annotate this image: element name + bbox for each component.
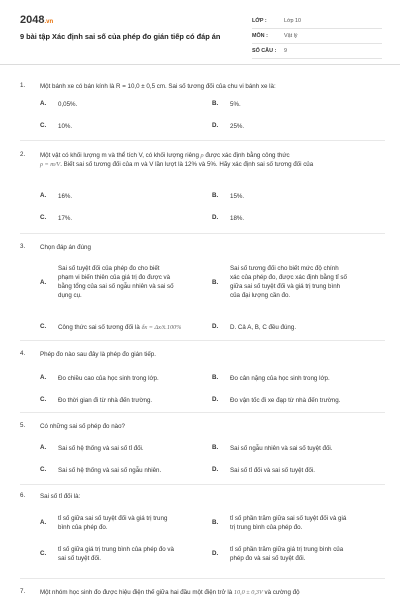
question-number: 5.	[20, 422, 26, 429]
option-a[interactable]	[40, 264, 212, 304]
option-text: Sai số ngẫu nhiên và sai số tuyệt đối.	[230, 445, 333, 452]
question-text	[40, 151, 385, 169]
logo-suffix: .vn	[44, 19, 54, 25]
option-label: B.	[212, 100, 219, 107]
meta-key: LỚP :	[252, 18, 267, 24]
option-a[interactable]	[40, 444, 210, 453]
option-text: Sai số tỉ đối và sai số tuyệt đối.	[230, 467, 315, 474]
option-label: A.	[40, 279, 47, 286]
option-line: sai số tuyệt đối.	[58, 555, 101, 562]
meta-key: MÔN :	[252, 33, 268, 39]
meta-key: SỐ CÂU :	[252, 48, 277, 54]
option-label: A.	[40, 192, 47, 199]
option-label: C.	[40, 214, 47, 221]
option-line: phạm vi biến thiên của giá trị đo được và	[58, 274, 171, 281]
option-line: Sai số tương đối cho biết mức độ chính	[230, 265, 339, 272]
question-7	[20, 588, 385, 598]
question-number: 2.	[20, 151, 26, 158]
option-label: B.	[212, 279, 219, 286]
option-a[interactable]	[40, 514, 212, 534]
question-4	[20, 350, 385, 410]
option-b[interactable]	[212, 444, 384, 453]
option-label: B.	[212, 192, 219, 199]
question-number: 6.	[20, 492, 26, 499]
meta-row-count	[252, 44, 382, 59]
question-text-part: Một vật có khối lượng m và thể tích V, có khối lượng riêng	[40, 152, 199, 159]
density-formula: ρ = m/V	[40, 161, 61, 168]
question-5	[20, 422, 385, 482]
option-text: 10%.	[58, 123, 73, 130]
option-text	[230, 514, 346, 532]
option-line: bằng tổng của sai số ngẫu nhiên và sai số	[58, 283, 174, 290]
option-label: C.	[40, 466, 47, 473]
option-text: 5%.	[230, 101, 241, 108]
meta-value: Vật lý	[284, 33, 298, 39]
option-c[interactable]	[40, 396, 210, 405]
option-label: B.	[212, 519, 219, 526]
option-line: Sai số tuyệt đối của phép đo cho biết	[58, 265, 160, 272]
meta-value: 9	[284, 48, 287, 54]
option-text: 16%.	[58, 193, 73, 200]
option-label: D.	[212, 466, 219, 473]
option-line: bình của phép đo.	[58, 524, 108, 531]
option-text: Sai số hệ thống và sai số tỉ đối.	[58, 445, 144, 452]
option-d[interactable]	[212, 545, 384, 565]
option-line: dụng cụ.	[58, 292, 82, 299]
option-label: A.	[40, 444, 47, 451]
option-c[interactable]	[40, 466, 210, 475]
option-label: C.	[40, 396, 47, 403]
meta-row-subject	[252, 29, 382, 44]
question-number: 1.	[20, 82, 26, 89]
option-text	[230, 264, 347, 300]
option-a[interactable]	[40, 100, 210, 109]
option-text: 17%.	[58, 215, 73, 222]
option-text: 25%.	[230, 123, 245, 130]
option-text: 15%.	[230, 193, 245, 200]
option-line: xác của phép đo, được xác định bằng tỉ số	[230, 274, 347, 281]
relative-error-formula: δx = Δx/x̄.100%	[141, 324, 182, 331]
option-line: của đại lượng cần đo.	[230, 292, 291, 299]
option-label: A.	[40, 100, 47, 107]
option-b[interactable]	[212, 264, 384, 304]
option-d[interactable]	[212, 122, 382, 131]
option-label: C.	[40, 323, 47, 330]
question-divider	[20, 340, 385, 341]
option-b[interactable]	[212, 100, 382, 109]
meta-value: Lớp 10	[284, 18, 302, 24]
option-d[interactable]	[212, 396, 384, 405]
option-text	[58, 323, 181, 332]
option-c[interactable]	[40, 122, 210, 131]
option-text: Đo cân nặng của học sinh trong lớp.	[230, 375, 330, 382]
question-text: Có những sai số phép đo nào?	[40, 423, 125, 430]
option-d[interactable]	[212, 214, 382, 223]
logo-text: 2048	[20, 14, 45, 26]
option-line: tỉ số giữa giá trị trung bình của phép đo và	[58, 546, 174, 553]
option-text	[58, 545, 174, 563]
option-text: Đo chiều cao của học sinh trong lớp.	[58, 375, 159, 382]
option-label: D.	[212, 122, 219, 129]
option-label: D.	[212, 214, 219, 221]
question-text-part: và cường độ	[264, 589, 300, 596]
meta-row-class	[252, 14, 382, 29]
option-label: C.	[40, 550, 47, 557]
meta-table	[252, 14, 382, 59]
option-line: phép đo và sai số tuyệt đối.	[230, 555, 306, 562]
rho-symbol: ρ	[200, 152, 204, 159]
option-label: D.	[212, 550, 219, 557]
option-d[interactable]	[212, 466, 384, 475]
option-label: B.	[212, 374, 219, 381]
question-2	[20, 151, 385, 231]
question-text-part: Một nhóm học sinh đo được hiệu điện thế giữa hai đầu một điện trở là	[40, 589, 233, 596]
option-label: D.	[212, 396, 219, 403]
voltage-formula: 10,0 ± 0,3V	[233, 589, 263, 596]
option-line: tỉ số giữa sai số tuyệt đối và giá trị trung	[58, 515, 168, 522]
option-line: giữa sai số tuyệt đối và giá trị trung bình	[230, 283, 341, 290]
option-text-part: Công thức sai số tương đối là	[58, 324, 140, 331]
option-text: 18%.	[230, 215, 245, 222]
header	[0, 0, 400, 62]
question-text-part: được xác định bằng công thức	[205, 152, 290, 159]
option-line: trị trung bình của phép đo.	[230, 524, 303, 531]
option-label: C.	[40, 122, 47, 129]
option-text	[58, 514, 167, 532]
header-divider	[0, 64, 400, 65]
option-text	[58, 264, 174, 300]
option-a[interactable]	[40, 192, 210, 201]
option-label: D.	[212, 323, 219, 330]
question-divider	[20, 140, 385, 141]
question-divider	[20, 233, 385, 234]
option-text: Đo vận tốc đi xe đạp từ nhà đến trường.	[230, 397, 341, 404]
option-b[interactable]	[212, 374, 384, 383]
question-number: 7.	[20, 588, 26, 595]
question-1	[20, 82, 385, 142]
option-c[interactable]	[40, 323, 212, 332]
question-text: Phép đo nào sau đây là phép đo gián tiếp.	[40, 351, 156, 358]
document-title: 9 bài tập Xác định sai số của phép đo gián tiếp có đáp án	[20, 32, 221, 41]
option-text: 0,05%.	[58, 101, 78, 108]
option-b[interactable]	[212, 514, 384, 534]
site-logo[interactable]	[20, 14, 53, 26]
option-c[interactable]	[40, 545, 212, 565]
question-3	[20, 243, 385, 338]
option-line: tỉ số phần trăm giữa giá trị trung bình của	[230, 546, 344, 553]
option-text: Đo thời gian đi từ nhà đến trường.	[58, 397, 153, 404]
question-text	[40, 588, 385, 597]
option-line: tỉ số phần trăm giữa sai số tuyệt đối và giá	[230, 515, 347, 522]
question-divider	[20, 412, 385, 413]
option-a[interactable]	[40, 374, 210, 383]
option-d[interactable]	[212, 323, 384, 332]
option-text	[230, 545, 343, 563]
option-text: D. Cả A, B, C đều đúng.	[230, 324, 297, 331]
option-label: B.	[212, 444, 219, 451]
question-text: Một bánh xe có bán kính là R = 10,0 ± 0,5 cm. Sai số tương đối của chu vi bánh xe là:	[40, 83, 276, 90]
question-text: Sai số tỉ đối là:	[40, 493, 81, 500]
option-b[interactable]	[212, 192, 382, 201]
question-number: 3.	[20, 243, 26, 250]
question-6	[20, 492, 385, 577]
question-divider	[20, 484, 385, 485]
question-text: Chọn đáp án đúng	[40, 244, 91, 251]
option-text: Sai số hệ thống và sai số ngẫu nhiên.	[58, 467, 162, 474]
question-number: 4.	[20, 350, 26, 357]
option-label: A.	[40, 374, 47, 381]
question-text-part: . Biết sai số tương đối của m và V lần lượt là 12% và 5%. Hãy xác định sai số tương đối của	[60, 161, 314, 168]
question-divider	[20, 578, 385, 579]
option-c[interactable]	[40, 214, 210, 223]
option-label: A.	[40, 519, 47, 526]
